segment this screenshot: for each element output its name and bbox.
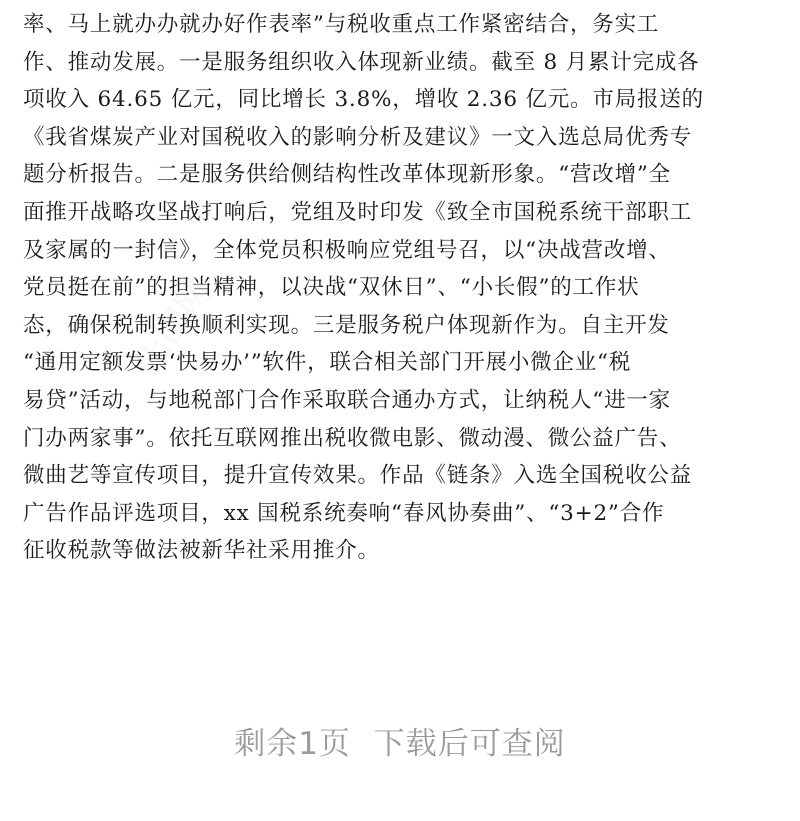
download-hint-label[interactable]: 下载后可查阅 [373,726,566,762]
body-paragraph [23,6,783,570]
remaining-pages-label[interactable]: 剩余1页 [234,726,351,762]
watermark: 上图网 [128,273,220,380]
text-line: 微曲艺等宣传项目，提升宣传效果。作品《链条》入选全国税收公益 [23,463,693,489]
text-line: 征收税款等做法被新华社采用推介。 [23,538,380,564]
text-line: 党员挺在前”的担当精神，以决战“双休日”、“小长假”的工作状 [23,275,640,301]
text-line: 作、推动发展。一是服务组织收入体现新业绩。截至 8 月累计完成各 [23,49,700,75]
text-line: 《我省煤炭产业对国税收入的影响分析及建议》一文入选总局优秀专 [23,124,693,150]
text-line: 率、马上就办办就办好作表率”与税收重点工作紧密结合，务实工 [23,12,660,37]
text-line: 门办两家事”。依托互联网推出税收微电影、微动漫、微公益广告、 [23,425,682,451]
text-line: 题分析报告。二是服务供给侧结构性改革体现新形象。“营改增”全 [23,162,671,188]
text-line: 及家属的一封信》，全体党员积极响应党组号召，以“决战营改增、 [23,237,671,263]
text-line: 项收入 64.65 亿元，同比增长 3.8%，增收 2.36 亿元。市局报送的 [23,87,704,113]
text-line: “通用定额发票‘快易办’”软件，联合相关部门开展小微企业“税 [23,350,632,376]
text-line: 态，确保税制转换顺利实现。三是服务税户体现新作为。自主开发 [23,312,670,338]
text-line: 易贷”活动，与地税部门合作采取联合通办方式，让纳税人“进一家 [23,387,671,413]
text-line: 面推开战略攻坚战打响后，党组及时印发《致全市国税系统干部职工 [23,199,693,225]
text-line: 广告作品评选项目，xx 国税系统奏响“春风协奏曲”、“3+2”合作 [23,500,665,526]
download-prompt[interactable] [0,716,800,772]
